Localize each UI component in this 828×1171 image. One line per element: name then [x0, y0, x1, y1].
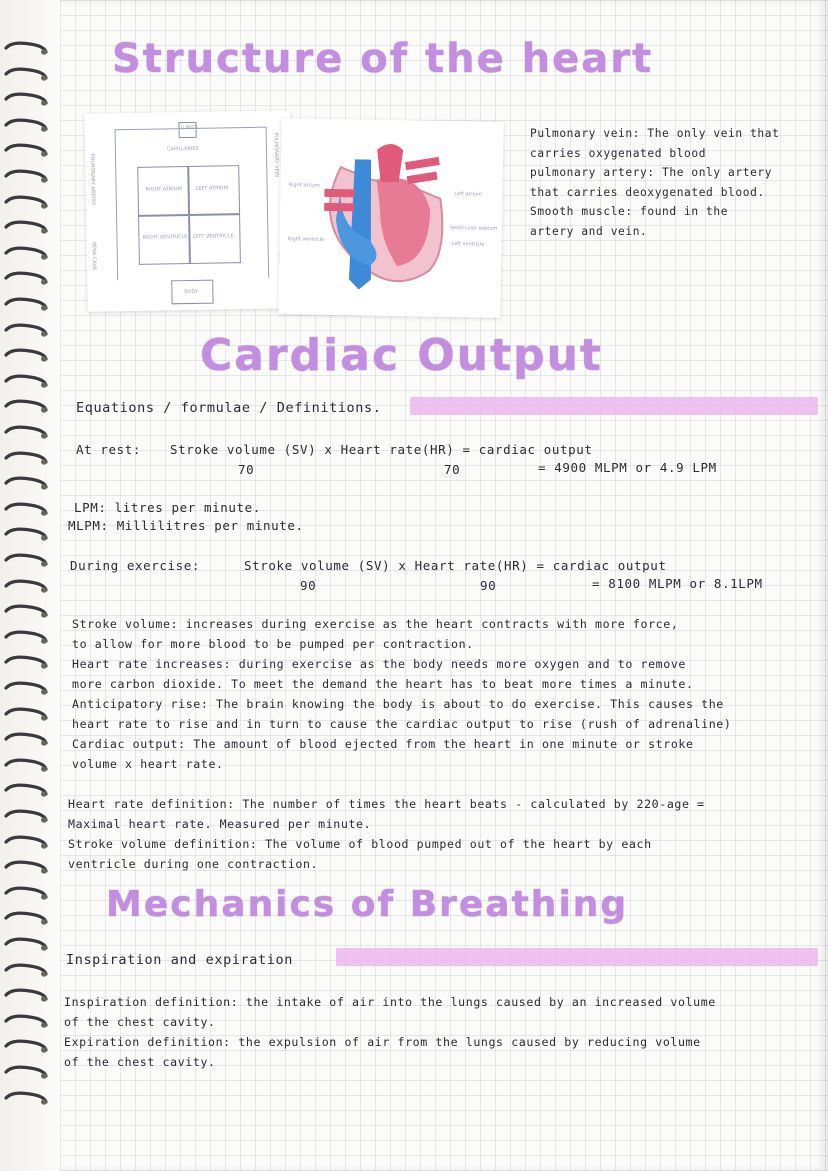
- heart-right-atrium-label: Right atrium: [288, 182, 320, 189]
- exercise-label: During exercise:: [70, 558, 201, 573]
- explanations-line: Stroke volume: increases during exercise as the heart contracts with more force,: [72, 617, 679, 631]
- spiral-coil: [4, 1090, 48, 1106]
- explanations-line: heart rate to rise and in turn to cause the cardiac output to rise (rush of adrenaline): [72, 717, 732, 731]
- spiral-coil: [4, 424, 48, 440]
- pulmonary-vein-shape-2: [407, 172, 438, 185]
- heart-septum-label: Ventricular septum: [449, 225, 498, 232]
- circulation-diagram: [84, 110, 293, 312]
- title-mechanics-of-breathing: Mechanics of Breathing: [106, 884, 629, 925]
- spiral-coil: [4, 66, 48, 82]
- spiral-coil: [4, 731, 48, 747]
- heart-illustration: [278, 118, 503, 318]
- spiral-coil: [4, 91, 48, 107]
- explanations-line: to allow for more blood to be pumped per contraction.: [72, 637, 474, 651]
- spiral-coil: [4, 987, 48, 1003]
- definitions-line: ventricle during one contraction.: [68, 857, 319, 871]
- rest-equation: Stroke volume (SV) x Heart rate(HR) = cardiac output: [170, 442, 593, 457]
- spiral-coil: [4, 1064, 48, 1080]
- spiral-coil: [4, 834, 48, 850]
- pulmonary-artery-label: PULMONARY ARTERY: [88, 153, 96, 206]
- spiral-coil: [4, 629, 48, 645]
- side-notes-line: artery and vein.: [530, 224, 648, 238]
- mlpm-definition: MLPM: Millilitres per minute.: [68, 518, 304, 533]
- spiral-coil: [4, 910, 48, 926]
- heart-left-atrium-label: Left atrium: [454, 191, 482, 198]
- breathing-lines-line: of the chest cavity.: [64, 1055, 216, 1069]
- explanations-line: Cardiac output: The amount of blood ejected from the heart in one minute or stroke: [72, 737, 694, 751]
- exercise-hr-value: 90: [480, 578, 497, 593]
- side-notes-line: Smooth muscle: found in the: [530, 205, 729, 218]
- explanations-line: Anticipatory rise: The brain knowing the body is about to do exercise. This causes the: [72, 697, 724, 711]
- exercise-sv-value: 90: [300, 578, 317, 593]
- title-structure-of-heart: Structure of the heart: [112, 36, 654, 82]
- pulmonary-artery-shape-2: [324, 203, 354, 212]
- lpm-definition: LPM: litres per minute.: [74, 500, 261, 515]
- spiral-coil: [4, 757, 48, 773]
- side-notes-line: that carries deoxygenated blood.: [530, 185, 765, 199]
- breathing-heading: Inspiration and expiration: [66, 952, 293, 968]
- spiral-coil: [4, 859, 48, 875]
- spiral-coil: [4, 808, 48, 824]
- spiral-coil: [4, 680, 48, 696]
- spiral-coil: [4, 603, 48, 619]
- spiral-coil: [4, 117, 48, 133]
- side-notes-line: pulmonary artery: The only artery: [530, 166, 773, 179]
- at-rest-label: At rest:: [76, 442, 142, 457]
- pulmonary-vein-shape: [405, 157, 440, 170]
- spiral-coil: [4, 322, 48, 338]
- spiral-coil: [4, 194, 48, 210]
- highlight-bar-equations: [410, 397, 818, 415]
- breathing-lines-line: Expiration definition: the expulsion of air from the lungs caused by reducing volume: [64, 1035, 701, 1049]
- spiral-coil: [4, 885, 48, 901]
- pulmonary-artery-shape: [324, 189, 354, 198]
- explanations-line: more carbon dioxide. To meet the demand the heart has to beat more times a minute.: [72, 677, 694, 691]
- spiral-coil: [4, 245, 48, 261]
- right-ventricle-cell: RIGHT VENTRICLE: [142, 234, 188, 241]
- spiral-coil: [4, 219, 48, 235]
- spiral-coil: [4, 962, 48, 978]
- spiral-coil: [4, 270, 48, 286]
- spiral-coil: [4, 501, 48, 517]
- breathing-lines-line: Inspiration definition: the intake of air into the lungs caused by an increased volume: [64, 995, 716, 1009]
- side-notes-line: carries oxygenated blood: [530, 146, 707, 160]
- right-atrium-cell: RIGHT ATRIUM: [145, 186, 182, 193]
- spiral-coil: [4, 347, 48, 363]
- spiral-coil: [4, 373, 48, 389]
- title-cardiac-output: Cardiac Output: [200, 330, 603, 381]
- definitions-line: Heart rate definition: The number of times the heart beats - calculated by 220-age =: [68, 797, 705, 811]
- capillaries-label: CAPILLARIES: [166, 145, 199, 153]
- lungs-label: LUNGS: [180, 124, 198, 132]
- exercise-equation: Stroke volume (SV) x Heart rate(HR) = cardiac output: [244, 558, 667, 573]
- spiral-coil: [4, 1013, 48, 1029]
- equations-heading: Equations / formulae / Definitions.: [76, 400, 382, 416]
- heart-right-ventricle-label: Right ventricle: [287, 236, 325, 243]
- body-label: BODY: [184, 288, 199, 296]
- vena-cava-label: VENA CAVA: [90, 241, 98, 271]
- spiral-coil: [4, 526, 48, 542]
- heart-svg: [278, 118, 503, 318]
- left-ventricle-cell: LEFT VENTRICLE: [192, 233, 234, 240]
- spiral-coil: [4, 475, 48, 491]
- pulmonary-vein-label: PULMONARY VEIN: [272, 132, 280, 177]
- spiral-coil: [4, 398, 48, 414]
- side-notes-line: Pulmonary vein: The only vein that: [530, 127, 780, 140]
- spiral-coil: [4, 782, 48, 798]
- spiral-coil: [4, 450, 48, 466]
- spiral-coil: [4, 552, 48, 568]
- explanations-line: volume x heart rate.: [72, 757, 224, 771]
- spiral-coil: [4, 142, 48, 158]
- breathing-lines-line: of the chest cavity.: [64, 1015, 216, 1029]
- spiral-coil: [4, 168, 48, 184]
- spiral-coil: [4, 296, 48, 312]
- definitions-line: Stroke volume definition: The volume of blood pumped out of the heart by each: [68, 837, 652, 851]
- rest-sv-value: 70: [238, 462, 255, 477]
- rest-hr-value: 70: [444, 462, 461, 477]
- definitions-line: Maximal heart rate. Measured per minute.: [68, 817, 372, 831]
- spiral-coil: [4, 40, 48, 56]
- left-atrium-cell: LEFT ATRIUM: [195, 185, 229, 192]
- explanations-line: Heart rate increases: during exercise as the body needs more oxygen and to remove: [72, 657, 686, 671]
- rest-result: = 4900 MLPM or 4.9 LPM: [538, 460, 717, 475]
- aorta-shape: [377, 144, 404, 182]
- heart-left-ventricle-label: Left ventricle: [451, 241, 485, 248]
- spiral-coil: [4, 936, 48, 952]
- exercise-result: = 8100 MLPM or 8.1LPM: [592, 576, 763, 591]
- spiral-coil: [4, 654, 48, 670]
- spiral-coil: [4, 1038, 48, 1054]
- highlight-bar-breathing: [336, 948, 818, 966]
- spiral-coil: [4, 706, 48, 722]
- spiral-coil: [4, 578, 48, 594]
